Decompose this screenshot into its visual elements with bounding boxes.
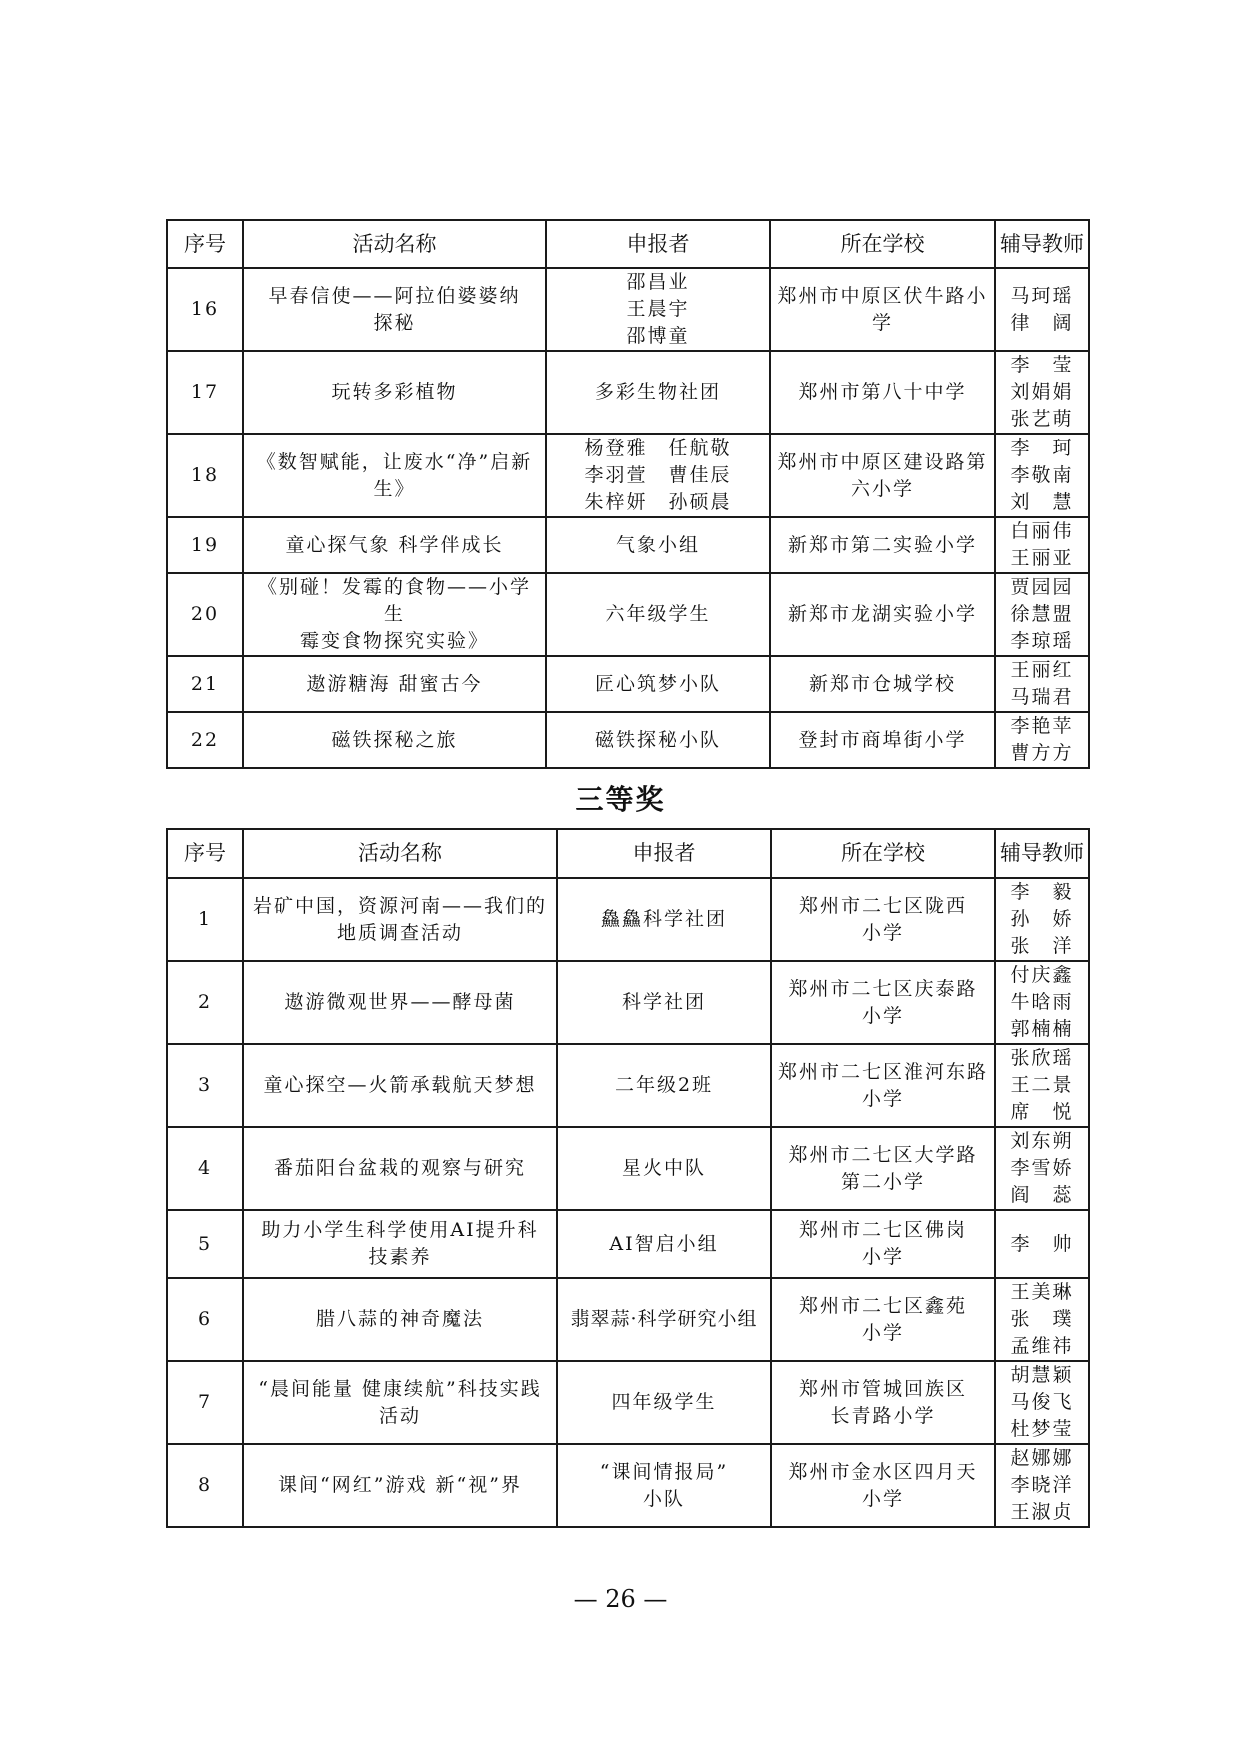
header-seq: 序号 [167, 829, 243, 878]
teachers: 马珂瑶 律 阔 [995, 268, 1089, 351]
table-row [167, 712, 1089, 768]
teachers: 李 帅 [995, 1210, 1089, 1278]
table-row [167, 268, 1089, 351]
header-applicant: 申报者 [557, 829, 771, 878]
applicant: 二年级2班 [557, 1044, 771, 1127]
activity-name: 课间“网红”游戏 新“视”界 [243, 1444, 557, 1527]
activity-name: 番茄阳台盆栽的观察与研究 [243, 1127, 557, 1210]
teachers: 白丽伟 王丽亚 [995, 517, 1089, 573]
activity-name: 《数智赋能，让废水“净”启新 生》 [243, 434, 546, 517]
row-seq: 8 [167, 1444, 243, 1527]
row-seq: 21 [167, 656, 243, 712]
teachers: 李 莹 刘娟娟 张艺萌 [995, 351, 1089, 434]
applicant: 杨登雅 任航敬 李羽萱 曹佳辰 朱梓妍 孙硕晨 [546, 434, 770, 517]
teachers: 王丽红 马瑞君 [995, 656, 1089, 712]
table-row [167, 1210, 1089, 1278]
header-seq: 序号 [167, 220, 243, 268]
header-teachers: 辅导教师 [995, 220, 1089, 268]
applicant: 邵昌业 王晨宇 邵博童 [546, 268, 770, 351]
school: 郑州市第八十中学 [770, 351, 995, 434]
teachers: 李 毅 孙 娇 张 洋 [995, 878, 1089, 961]
row-seq: 3 [167, 1044, 243, 1127]
activity-name: “晨间能量 健康续航”科技实践 活动 [243, 1361, 557, 1444]
school: 郑州市二七区大学路 第二小学 [771, 1127, 995, 1210]
applicant: 四年级学生 [557, 1361, 771, 1444]
header-activity-name: 活动名称 [243, 829, 557, 878]
table-row [167, 517, 1089, 573]
activity-name: 遨游微观世界——酵母菌 [243, 961, 557, 1044]
teachers: 赵娜娜 李晓洋 王淑贞 [995, 1444, 1089, 1527]
section-title-third-prize: 三等奖 [575, 783, 666, 816]
activity-name: 磁铁探秘之旅 [243, 712, 546, 768]
applicant: 星火中队 [557, 1127, 771, 1210]
table-row [167, 1444, 1089, 1527]
school: 郑州市中原区伏牛路小 学 [770, 268, 995, 351]
table-row [167, 573, 1089, 656]
activity-name: 腊八蒜的神奇魔法 [243, 1278, 557, 1361]
header-teachers: 辅导教师 [995, 829, 1089, 878]
row-seq: 18 [167, 434, 243, 517]
table-row [167, 1044, 1089, 1127]
activity-name: 玩转多彩植物 [243, 351, 546, 434]
activity-name: 童心探空—火箭承载航天梦想 [243, 1044, 557, 1127]
teachers: 刘东朔 李雪娇 阎 蕊 [995, 1127, 1089, 1210]
applicant: 多彩生物社团 [546, 351, 770, 434]
row-seq: 5 [167, 1210, 243, 1278]
table-row [167, 1127, 1089, 1210]
row-seq: 2 [167, 961, 243, 1044]
header-applicant: 申报者 [546, 220, 770, 268]
page-number: — 26 — [573, 1585, 668, 1613]
header-school: 所在学校 [770, 220, 995, 268]
activity-name: 《别碰！发霉的食物——小学生 霉变食物探究实验》 [243, 573, 546, 656]
teachers: 张欣瑶 王二景 席 悦 [995, 1044, 1089, 1127]
header-school: 所在学校 [771, 829, 995, 878]
activity-name: 助力小学生科学使用AI提升科 技素养 [243, 1210, 557, 1278]
school: 郑州市中原区建设路第 六小学 [770, 434, 995, 517]
school: 郑州市二七区庆泰路 小学 [771, 961, 995, 1044]
award-table-second-prize-continued [166, 219, 1090, 769]
table-row [167, 1278, 1089, 1361]
applicant: 鱻鱻科学社团 [557, 878, 771, 961]
teachers: 李 珂 李敬南 刘 慧 [995, 434, 1089, 517]
row-seq: 1 [167, 878, 243, 961]
table-row [167, 351, 1089, 434]
table-row [167, 878, 1089, 961]
school: 郑州市二七区鑫苑 小学 [771, 1278, 995, 1361]
row-seq: 20 [167, 573, 243, 656]
school: 郑州市二七区陇西 小学 [771, 878, 995, 961]
applicant: “课间情报局” 小队 [557, 1444, 771, 1527]
applicant: 匠心筑梦小队 [546, 656, 770, 712]
applicant: 六年级学生 [546, 573, 770, 656]
school: 郑州市管城回族区 长青路小学 [771, 1361, 995, 1444]
award-table-third-prize [166, 828, 1090, 1528]
teachers: 贾园园 徐慧盟 李琼瑶 [995, 573, 1089, 656]
row-seq: 6 [167, 1278, 243, 1361]
row-seq: 19 [167, 517, 243, 573]
activity-name: 遨游糖海 甜蜜古今 [243, 656, 546, 712]
applicant: 科学社团 [557, 961, 771, 1044]
row-seq: 22 [167, 712, 243, 768]
table-row [167, 1361, 1089, 1444]
school: 郑州市金水区四月天 小学 [771, 1444, 995, 1527]
table-header-row [167, 220, 1089, 268]
table-header-row [167, 829, 1089, 878]
row-seq: 4 [167, 1127, 243, 1210]
teachers: 付庆鑫 牛晗雨 郭楠楠 [995, 961, 1089, 1044]
school: 登封市商埠街小学 [770, 712, 995, 768]
teachers: 李艳苹 曹方方 [995, 712, 1089, 768]
school: 新郑市仓城学校 [770, 656, 995, 712]
school: 新郑市第二实验小学 [770, 517, 995, 573]
applicant: 气象小组 [546, 517, 770, 573]
row-seq: 17 [167, 351, 243, 434]
activity-name: 岩矿中国，资源河南——我们的 地质调查活动 [243, 878, 557, 961]
row-seq: 16 [167, 268, 243, 351]
applicant: 翡翠蒜·科学研究小组 [557, 1278, 771, 1361]
table-row [167, 656, 1089, 712]
header-activity-name: 活动名称 [243, 220, 546, 268]
activity-name: 童心探气象 科学伴成长 [243, 517, 546, 573]
activity-name: 早春信使——阿拉伯婆婆纳 探秘 [243, 268, 546, 351]
teachers: 王美琳 张 璞 孟维祎 [995, 1278, 1089, 1361]
school: 新郑市龙湖实验小学 [770, 573, 995, 656]
teachers: 胡慧颖 马俊飞 杜梦莹 [995, 1361, 1089, 1444]
table-row [167, 961, 1089, 1044]
school: 郑州市二七区佛岗 小学 [771, 1210, 995, 1278]
applicant: 磁铁探秘小队 [546, 712, 770, 768]
table-row [167, 434, 1089, 517]
school: 郑州市二七区淮河东路 小学 [771, 1044, 995, 1127]
applicant: AI智启小组 [557, 1210, 771, 1278]
row-seq: 7 [167, 1361, 243, 1444]
